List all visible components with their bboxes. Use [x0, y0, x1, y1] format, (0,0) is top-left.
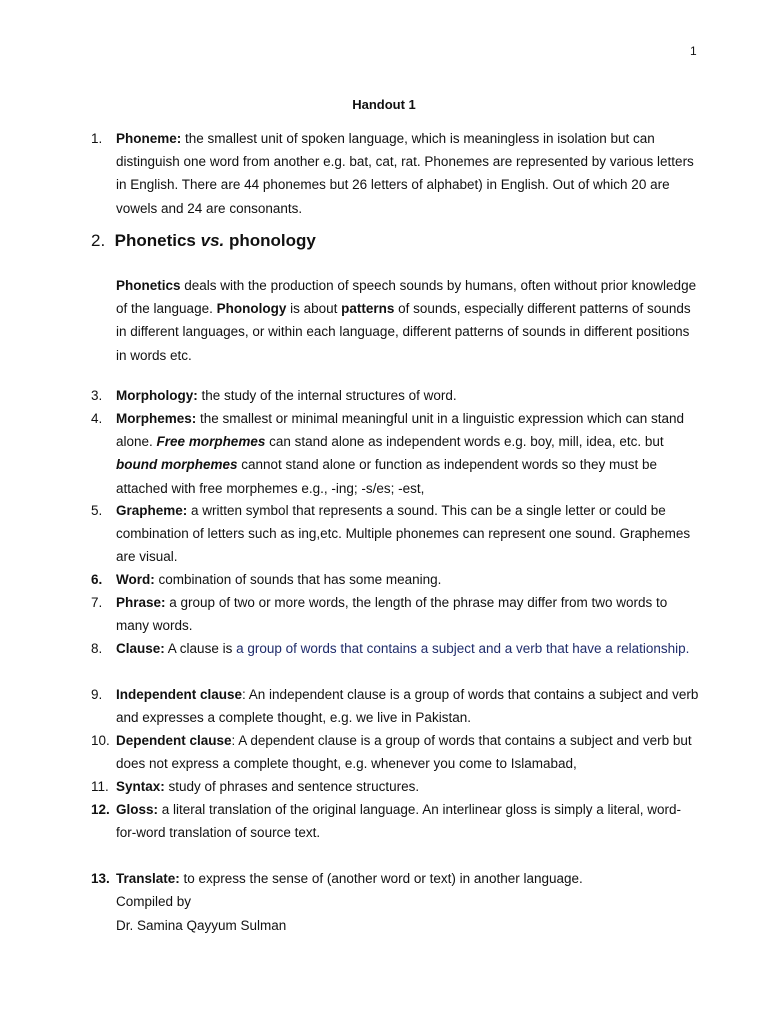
- list-item-morphology: [91, 384, 701, 407]
- definition: a group of two or more words, the length of the phrase may differ from two words to many words.: [116, 595, 668, 634]
- definition: a literal translation of the original language. An interlinear gloss is simply a literal, word-for-word translation of source text.: [116, 802, 682, 841]
- term: Independent clause: [116, 687, 243, 702]
- term: Clause:: [116, 641, 165, 656]
- item-number: 5.: [91, 503, 103, 518]
- list-item-syntax: [91, 775, 701, 798]
- definition: a written symbol that represents a sound. This can be a single letter or could be combination of letters such as ing,etc. Multiple phonemes can represent one sound. Graphemes are visual.: [116, 503, 691, 565]
- definition: A clause is: [164, 641, 237, 656]
- term: Phoneme:: [116, 131, 182, 146]
- list-item-translate: [91, 867, 701, 890]
- list-item-independent-clause: [91, 683, 701, 729]
- term: Grapheme:: [116, 503, 188, 518]
- handout-title: [0, 97, 768, 112]
- term-bound-morphemes: bound morphemes: [116, 457, 238, 473]
- item-number: 8.: [91, 641, 103, 656]
- definition: : An independent clause is a group of words that contains a subject and verb and expresses a complete thought, e.g. we live in Pakistan.: [116, 687, 699, 726]
- item-number: 4.: [91, 411, 103, 426]
- text: deals with the production of speech sounds by humans, often without prior knowledge of the language.: [116, 278, 697, 317]
- item-number: 3.: [91, 388, 103, 403]
- definition: to express the sense of (another word or text) in another language.: [179, 871, 583, 886]
- term-free-morphemes: Free morphemes: [156, 434, 266, 450]
- term: Morphology:: [116, 388, 198, 403]
- definition-highlight: a group of words that contains a subject and a verb that have a relationship.: [236, 641, 690, 656]
- item-number: 7.: [91, 595, 103, 610]
- term: Word:: [116, 572, 155, 587]
- heading-text-2: phonology: [224, 231, 316, 250]
- term: Gloss:: [116, 802, 159, 817]
- page-number: 1: [690, 44, 697, 58]
- term: Translate:: [116, 871, 180, 886]
- definition: cannot stand alone or function as independent words so they must be attached with free morphemes e.g., -ing; -s/es; -est,: [116, 457, 658, 496]
- item-number: 9.: [91, 687, 103, 702]
- term: Dependent clause: [116, 733, 232, 748]
- compiled-by-label: Compiled by: [116, 894, 192, 909]
- definition: combination of sounds that has some meaning.: [154, 572, 442, 587]
- heading-text: Phonetics: [114, 231, 201, 250]
- definition: : A dependent clause is a group of words that contains a subject and verb but does not express a complete thought, e.g. whenever you come to Islamabad,: [116, 733, 692, 772]
- heading-vs: vs.: [200, 231, 225, 250]
- text: of sounds, especially different patterns of sounds in different languages, or within each language, different patterns of sounds in different positions in words etc.: [116, 301, 691, 363]
- term: Phrase:: [116, 595, 166, 610]
- definition: can stand alone as independent words e.g. boy, mill, idea, etc. but: [265, 434, 664, 450]
- list-item-gloss: [91, 798, 701, 844]
- list-item-morphemes: [91, 407, 701, 500]
- item-number: 1.: [91, 131, 103, 146]
- definition: the smallest or minimal meaningful unit in a linguistic expression which can stand alone.: [116, 411, 684, 450]
- section-heading-phonetics: [91, 231, 316, 251]
- list-item-phrase: [91, 591, 701, 637]
- term-phonetics: Phonetics: [116, 278, 181, 293]
- phonetics-paragraph: [116, 274, 701, 367]
- definition: the study of the internal structures of word.: [197, 388, 457, 403]
- term-phonology: Phonology: [216, 301, 287, 317]
- heading-number: 2.: [91, 231, 106, 250]
- item-number: 13.: [91, 871, 110, 886]
- item-number: 6.: [91, 572, 103, 587]
- term-patterns: patterns: [341, 301, 395, 317]
- handout-title-text: Handout 1: [352, 97, 416, 112]
- list-item-word: [91, 568, 701, 591]
- definition: the smallest unit of spoken language, which is meaningless in isolation but can distinguish one word from another e.g. bat, cat, rat. Phonemes are represented by various letters in English. There are 44 phonemes but 26 letters of alphabet) in English. Out of which 20 are vowels and 24 are consonants.: [116, 131, 694, 216]
- item-number: 12.: [91, 802, 110, 817]
- list-item-clause: [91, 637, 701, 660]
- author-name: Dr. Samina Qayyum Sulman: [116, 918, 287, 933]
- item-number: 11.: [91, 779, 109, 794]
- text: is about: [286, 301, 342, 317]
- definition: study of phrases and sentence structures.: [164, 779, 420, 794]
- term: Morphemes:: [116, 411, 197, 426]
- list-item-dependent-clause: [91, 729, 701, 775]
- list-item-grapheme: [91, 499, 701, 569]
- list-item-phoneme: [91, 127, 701, 220]
- item-number: 10.: [91, 733, 110, 748]
- term: Syntax:: [116, 779, 165, 794]
